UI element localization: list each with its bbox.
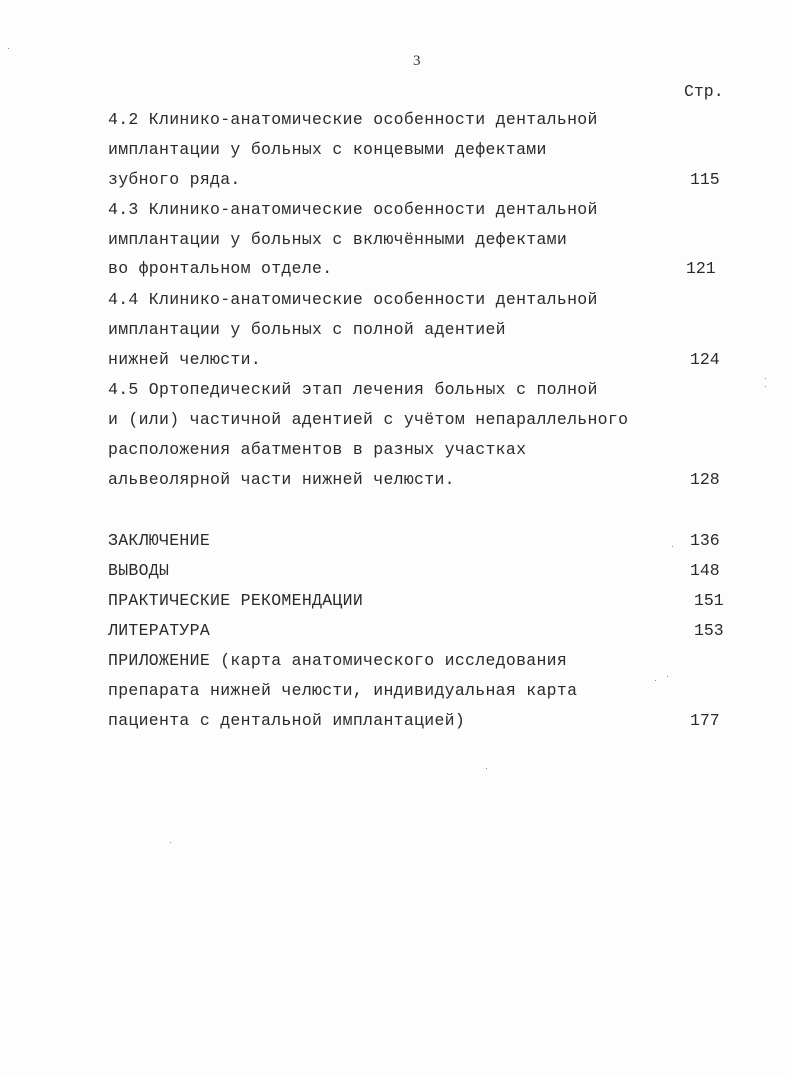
toc-page-number: 121	[686, 259, 716, 278]
toc-page-number: 151	[694, 591, 724, 610]
toc-line: 4.3 Клинико-анатомические особенности дентальной	[108, 200, 598, 219]
toc-line: ЗАКЛЮЧЕНИЕ	[108, 531, 211, 550]
toc-line: альвеолярной части нижней челюсти.	[108, 470, 455, 489]
toc-page-number: 115	[690, 170, 720, 189]
toc-page-number: 124	[690, 350, 720, 369]
toc-page-number: 148	[690, 561, 720, 580]
toc-line: нижней челюсти.	[108, 350, 262, 369]
toc-line: зубного ряда.	[108, 170, 241, 189]
toc-line: имплантации у больных с полной адентией	[108, 320, 506, 339]
toc-page-number: 153	[694, 621, 724, 640]
toc-line: и (или) частичной адентией с учётом непараллельного	[108, 410, 629, 429]
toc-line: пациента с дентальной имплантацией)	[108, 711, 466, 730]
toc-line: ВЫВОДЫ	[108, 561, 170, 580]
toc-line: препарата нижней челюсти, индивидуальная карта	[108, 681, 578, 700]
scan-speck	[667, 676, 668, 677]
page-number: 3	[413, 53, 421, 69]
toc-line: 4.2 Клинико-анатомические особенности дентальной	[108, 110, 598, 129]
toc-line: 4.4 Клинико-анатомические особенности дентальной	[108, 290, 598, 309]
toc-line: имплантации у больных с включёнными дефектами	[108, 230, 568, 249]
toc-line: имплантации у больных с концевыми дефектами	[108, 140, 547, 159]
toc-line: 4.5 Ортопедический этап лечения больных с полной	[108, 380, 598, 399]
scan-speck	[672, 546, 673, 547]
scan-speck	[655, 680, 656, 681]
toc-line: ПРИЛОЖЕНИЕ (карта анатомического исследования	[108, 651, 568, 670]
toc-line: ЛИТЕРАТУРА	[108, 621, 211, 640]
scan-speck	[765, 378, 766, 379]
toc-line: расположения абатментов в разных участках	[108, 440, 527, 459]
toc-page-number: 177	[690, 711, 720, 730]
toc-page-number: 128	[690, 470, 720, 489]
scan-speck	[8, 48, 9, 49]
scan-speck	[486, 768, 487, 769]
scan-speck	[170, 842, 171, 843]
toc-page-number: 136	[690, 531, 720, 550]
scan-speck	[765, 386, 766, 387]
toc-line: ПРАКТИЧЕСКИЕ РЕКОМЕНДАЦИИ	[108, 591, 364, 610]
toc-line: во фронтальном отделе.	[108, 259, 333, 278]
page-column-header: Стр.	[684, 82, 724, 101]
